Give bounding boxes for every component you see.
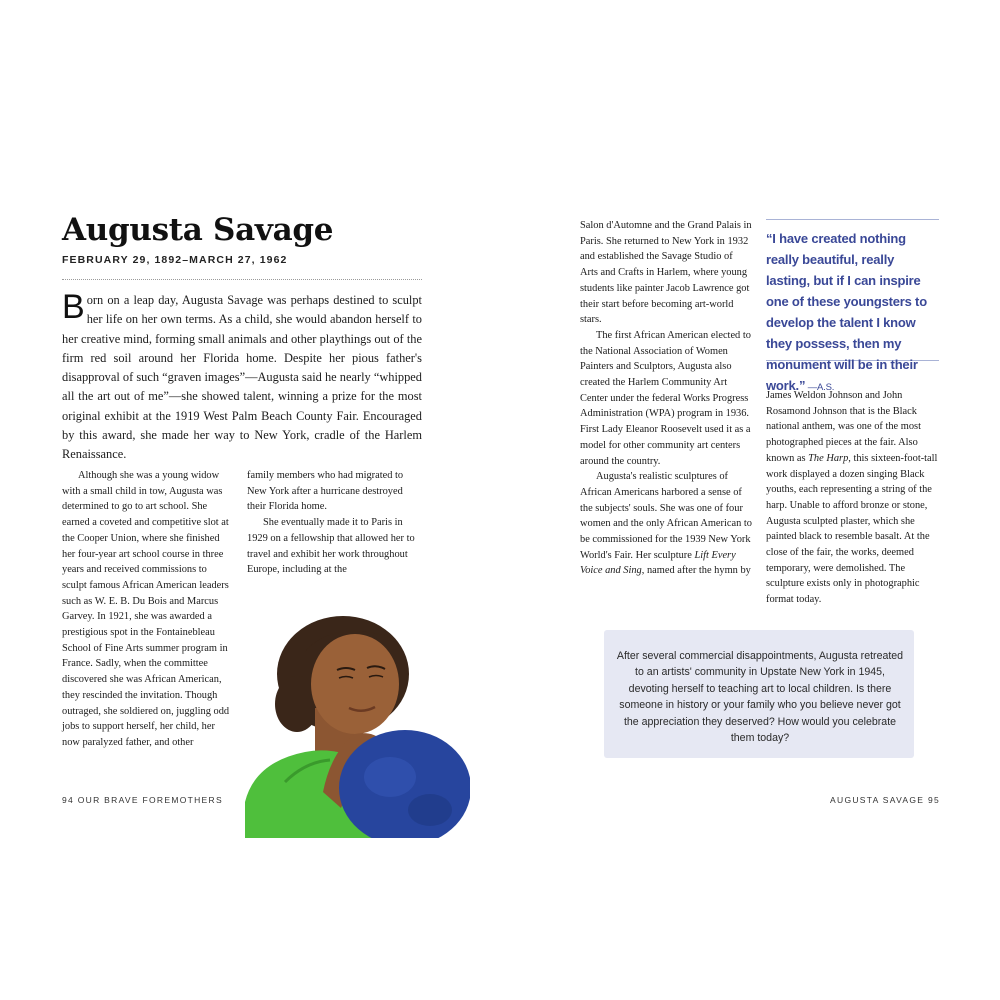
text-run: Augusta's realistic sculptures of African Americans harbored a sense of the subjects' souls. She was one of four women and the only African American to be commissioned for the 1939 New York World's Fair. Her sculpture: [580, 471, 752, 561]
callout-text: After several commercial disappointments, Augusta retreated to an artists' community in Upstate New York in 1945, devoting herself to teaching art to local children. Is there someone in history or your family who you believe never got the appreciation they deserved? How would you celebrate them today?: [616, 650, 904, 745]
dotted-divider: [62, 279, 422, 280]
right-column-2: [766, 388, 939, 608]
right-column-1: [580, 218, 752, 579]
drop-cap: B: [62, 288, 85, 326]
quote-text: “I have created nothing really beautiful, really lasting, but if I can inspire one of these youngsters to develop the talent I know they possess, then my monument will be in their work.”: [766, 231, 927, 393]
body-paragraph: The first African American elected to the National Association of Women Painters and Sculptors, Augusta also created the Harlem Community Art Center under the federal Works Progress Administration (WPA) program in 1936. First Lady Eleanor Roosevelt used it as a model for other community art centers around the country.: [580, 329, 751, 467]
work-title: The Harp: [808, 452, 849, 464]
text-run: , this sixteen-foot-tall work displayed a dozen singing Black youths, each representing a string of the harp. Unable to afford bronze or stone, Augusta sculpted plaster, which she painted black to resemble basalt. At the close of the fair, the works, deemed temporary, were demolished. The sculpture exists only in photographic format today.: [766, 452, 938, 606]
text-run: , named after the hymn by: [641, 565, 751, 577]
pull-quote: [766, 228, 941, 398]
quote-attribution: —A.S.: [805, 382, 835, 393]
text-run: James Weldon Johnson and John Rosamond Johnson that is the Black national anthem, was one of the most photographed pieces at the fair. Also known as: [766, 390, 921, 464]
life-dates: FEBRUARY 29, 1892–MARCH 27, 1962: [62, 254, 288, 266]
body-paragraph: She eventually made it to Paris in 1929 on a fellowship that allowed her to travel and exhibit her work throughout Europe, including at the: [247, 517, 415, 576]
body-paragraph: family members who had migrated to New York after a hurricane destroyed their Florida home.: [247, 470, 404, 513]
intro-text: orn on a leap day, Augusta Savage was perhaps destined to sculpt her life on her own terms. As a child, she would abandon herself to her creative mind, forming small animals and other playthings out of the firm red soil around her Florida home. Despite her pious father's disapproval of such “graven images”—Augusta said he nearly “whipped all the art out of me”—she showed talent, winning a prize for the most original exhibit at the 1919 West Palm Beach County Fair. Encouraged by this award, she made her way to New York, cradle of the Harlem Renaissance.: [62, 293, 422, 462]
footer-left: 94 OUR BRAVE FOREMOTHERS: [62, 795, 223, 805]
body-paragraph: [766, 388, 939, 608]
body-paragraph: [580, 469, 752, 579]
body-paragraph: Salon d'Automne and the Grand Palais in Paris. She returned to New York in 1932 and established the Savage Studio of Arts and Crafts in Harlem, where young students like painter Jacob Lawrence got their start before becoming art-world stars.: [580, 220, 752, 326]
face-shape: [311, 634, 399, 734]
page-title: Augusta Savage: [62, 212, 334, 248]
left-column-2: [247, 468, 422, 578]
body-paragraph: Although she was a young widow with a small child in tow, Augusta was determined to go to art school. She earned a coveted and competitive slot at the Cooper Union, where she finished her four-year art school course in three years and received commissions to sculpt famous African American leaders such as W. E. B. Du Bois and Marcus Garvey. In 1921, she was awarded a prestigious spot in the Fontainebleau School of Fine Arts summer program in France. Sadly, when the committee discovered she was African American, they rescinded the invitation. Though outraged, she soldiered on, juggling odd jobs to support herself, her child, her now paralyzed father, and other: [62, 470, 230, 748]
intro-paragraph: [62, 288, 422, 465]
work-title: Lift Every Voice and Sing: [580, 549, 736, 577]
left-column-1: [62, 468, 234, 751]
woman-with-sculpture-illustration: [245, 612, 470, 838]
footer-right: AUGUSTA SAVAGE 95: [830, 795, 940, 805]
